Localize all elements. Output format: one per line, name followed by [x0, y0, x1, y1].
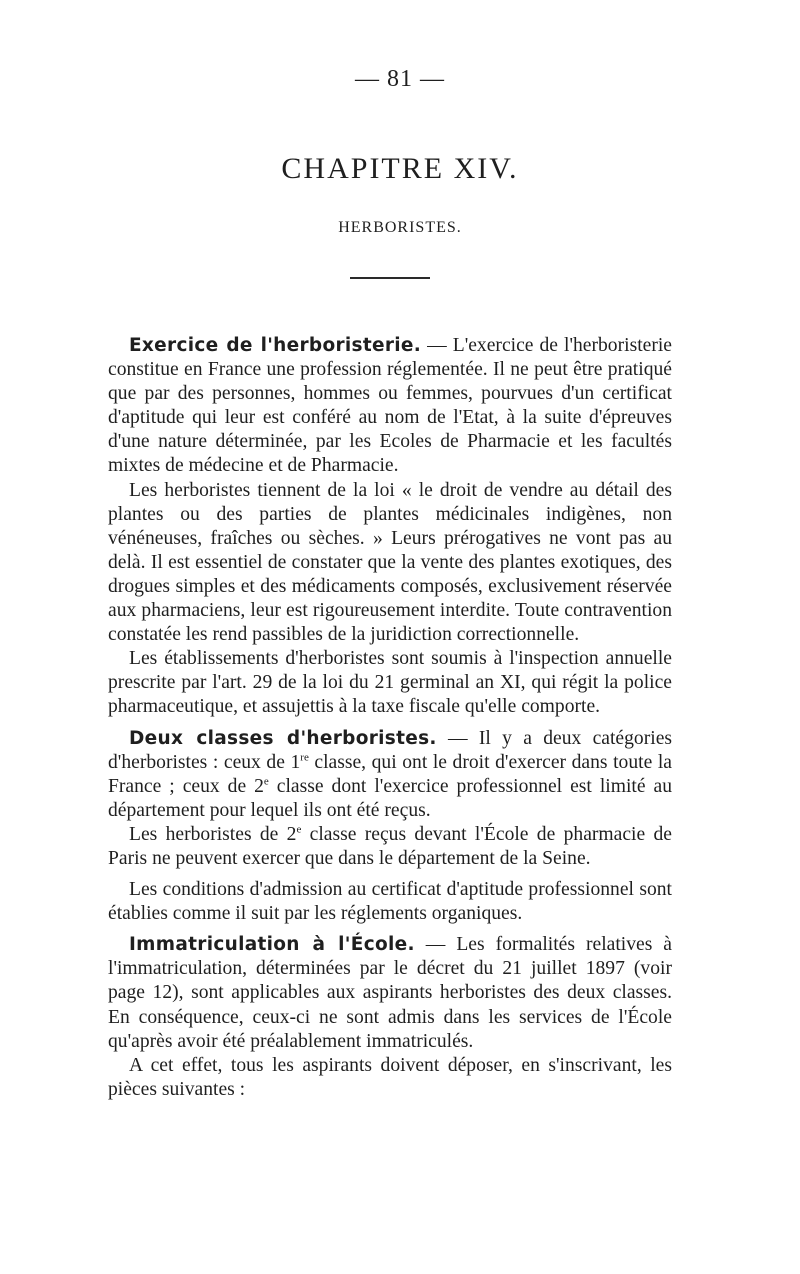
paragraph-droit-de-vendre	[108, 479, 672, 648]
paragraph-text: classe, qui ont le droit d'exercer dans toute la France ; ceux de 2	[108, 751, 672, 797]
paragraph-text: Les herboristes de 2	[129, 823, 297, 845]
chapter-title: CHAPITRE XIV.	[281, 152, 519, 185]
heading-deux-classes: Deux classes d'herboristes.	[129, 727, 437, 749]
section-divider	[350, 277, 430, 279]
paragraph-text: Les herboristes tiennent de la loi « le droit de vendre au détail des plantes ou des parties de plantes médicinales indigènes, non vénéneuses, fraîches ou sèches. » Leurs prérogatives ne vont pas au delà. Il est essentiel de constater que la vente des plantes exotiques, des drogues simples et des médicaments composés, exclusivement réservée aux pharmaciens, leur est rigoureusement interdite. Toute contravention constatée les rend passibles de la juridiction correctionnelle.	[108, 479, 672, 646]
paragraph-seine	[108, 823, 672, 871]
paragraph-exercice	[108, 334, 672, 479]
paragraph-pieces	[108, 1054, 672, 1102]
ordinal-superscript: e	[296, 823, 302, 836]
paragraph-text: Les établissements d'herboristes sont soumis à l'inspection annuelle prescrite par l'art. 29 de la loi du 21 germinal an XI, qui régit la police pharmaceutique, et assujettis à la taxe fiscale qu'elle comporte.	[108, 648, 672, 718]
heading-exercice: Exercice de l'herboristerie.	[129, 335, 422, 356]
body-text	[108, 334, 672, 1102]
paragraph-text: A cet effet, tous les aspirants doivent déposer, en s'inscrivant, les pièces suivantes :	[108, 1054, 672, 1100]
paragraph-text: Les conditions d'admission au certificat d'aptitude professionnel sont établies comme il suit par les réglements organiques.	[108, 879, 672, 925]
paragraph-text: — Il y a deux catégories d'herboristes : ceux de 1	[108, 727, 673, 773]
paragraph-text: — Les formalités relatives à l'immatriculation, déterminées par le décret du 21 juillet 1897 (voir page 12), sont applicables aux aspirants herboristes des deux classes. En conséquence, ceux-ci ne sont admis dans les services de l'École qu'après avoir été préalablement immatriculés.	[108, 934, 672, 1052]
ordinal-superscript: re	[300, 751, 309, 764]
page-number: — 81 —	[355, 66, 445, 92]
paragraph-text: — L'exercice de l'herboristerie constitue en France une profession réglementée. Il ne peut être pratiqué que par des personnes, hommes ou femmes, pourvues d'un certificat d'aptitude qui leur est conféré au nom de l'Etat, à la suite d'épreuves d'une nature déterminée, par les Ecoles de Pharmacie et les facultés mixtes de médecine et de Pharmacie.	[108, 335, 672, 477]
paragraph-text: classe dont l'exercice professionnel est limité au département pour lequel ils ont été reçus.	[108, 775, 672, 821]
heading-immatriculation: Immatriculation à l'École.	[129, 934, 415, 956]
paragraph-conditions	[108, 878, 672, 926]
paragraph-deux-classes	[108, 727, 672, 823]
section-title: HERBORISTES.	[338, 219, 462, 236]
paragraph-immatriculation	[108, 933, 672, 1053]
paragraph-text: classe reçus devant l'École de pharmacie de Paris ne peuvent exercer que dans le département de la Seine.	[108, 823, 672, 869]
paragraph-inspection	[108, 647, 672, 719]
ordinal-superscript: e	[263, 775, 269, 788]
